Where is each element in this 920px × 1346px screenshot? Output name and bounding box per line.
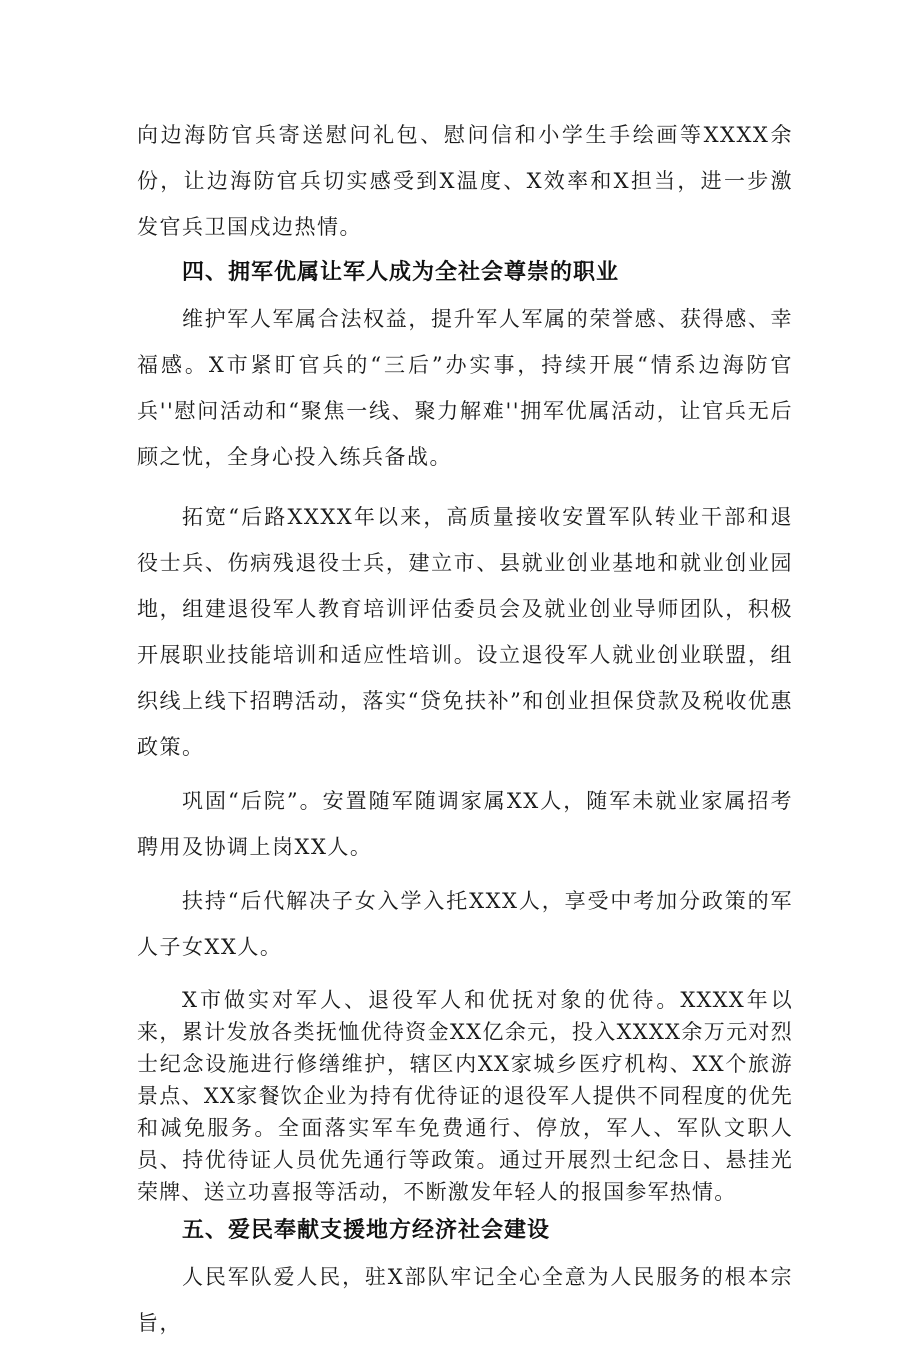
paragraph-expand-future: 拓宽“后路XXXX年以来，高质量接收安置军队转业干部和退役士兵、伤病残退役士兵，建立市、县就业创业基地和就业创业园地，组建退役军人教育培训评估委员会及就业创业导师团队，积极开展职业技能培训和适应性培训。设立退役军人就业创业联盟，组织线上线下招聘活动，落实“贷免扶补”和创业担保贷款及税收优惠政策。 — [137, 505, 793, 759]
paragraph-serve-people: 人民军队爱人民，驻X部队牢记全心全意为人民服务的根本宗旨， — [137, 1265, 793, 1335]
paragraph-consolidate-home: 巩固“后院”。安置随军随调家属XX人，随军未就业家属招考聘用及协调上岗XX人。 — [137, 789, 793, 859]
section-heading-5: 五、爱民奉献支援地方经济社会建设 — [182, 1218, 551, 1243]
paragraph-preferential-treatment: X市做实对军人、退役军人和优抚对象的优待。XXXX年以来，累计发放各类抚恤优待资金XX亿余元，投入XXXX余万元对烈士纪念设施进行修缮维护，辖区内XX家城乡医疗机构、XX个旅游景点、XX家餐饮企业为持有优待证的退役军人提供不同程度的优先和减免服务。全面落实军车免费通行、停放，军人、军队文职人员、持优待证人员优先通行等政策。通过开展烈士纪念日、悬挂光荣牌、送立功喜报等活动，不断激发年轻人的报国参军热情。 — [137, 988, 793, 1204]
section-heading-4: 四、拥军优属让军人成为全社会尊崇的职业 — [182, 260, 620, 285]
document-body — [137, 112, 793, 1346]
paragraph-support-children: 扶持“后代解决子女入学入托XXX人，享受中考加分政策的军人子女XX人。 — [137, 889, 793, 959]
paragraph-border-troops-gifts: 向边海防官兵寄送慰问礼包、慰问信和小学生手绘画等XXXX余份，让边海防官兵切实感受到X温度、X效率和X担当，进一步激发官兵卫国戍边热情。 — [137, 123, 793, 239]
paragraph-rights-protection: 维护军人军属合法权益，提升军人军属的荣誉感、获得感、幸福感。X市紧盯官兵的“三后”办实事，持续开展“情系边海防官兵''慰问活动和“聚焦一线、聚力解难''拥军优属活动，让官兵无后顾之忧，全身心投入练兵备战。 — [137, 307, 793, 469]
